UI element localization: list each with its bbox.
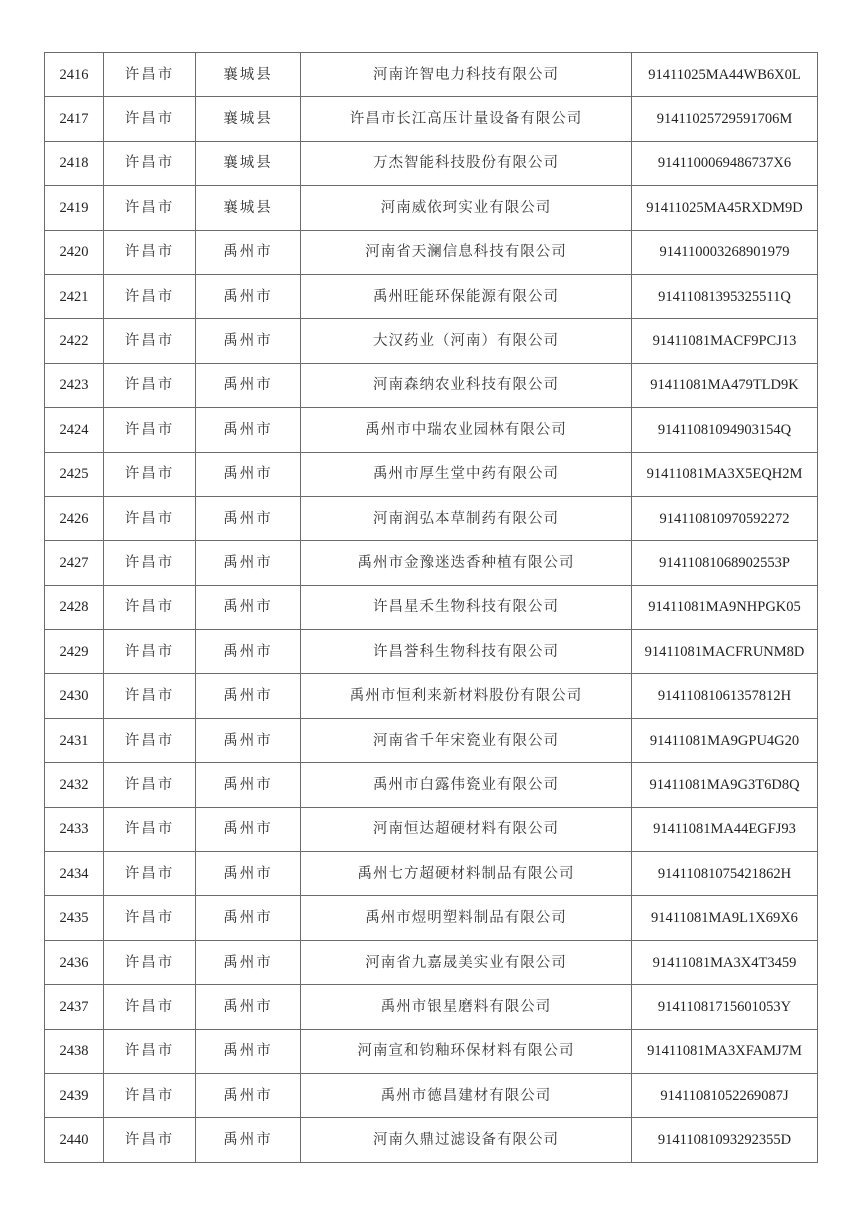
county-cell: 禹州市 — [196, 896, 301, 940]
city-cell: 许昌市 — [104, 852, 196, 896]
table-row — [45, 1118, 818, 1162]
company-name-cell: 大汉药业（河南）有限公司 — [301, 319, 632, 363]
credit-code-cell: 91411081MA9NHPGK05 — [632, 585, 818, 629]
city-cell: 许昌市 — [104, 940, 196, 984]
city-cell: 许昌市 — [104, 541, 196, 585]
table-row — [45, 141, 818, 185]
city-cell: 许昌市 — [104, 230, 196, 274]
row-number-cell: 2423 — [45, 363, 104, 407]
credit-code-cell: 91411081MA9G3T6D8Q — [632, 763, 818, 807]
city-cell: 许昌市 — [104, 452, 196, 496]
company-name-cell: 禹州市中瑞农业园林有限公司 — [301, 408, 632, 452]
county-cell: 禹州市 — [196, 630, 301, 674]
table-row — [45, 896, 818, 940]
city-cell: 许昌市 — [104, 274, 196, 318]
county-cell: 禹州市 — [196, 496, 301, 540]
table-row — [45, 1073, 818, 1117]
county-cell: 禹州市 — [196, 1118, 301, 1162]
row-number-cell: 2426 — [45, 496, 104, 540]
credit-code-cell: 91411081094903154Q — [632, 408, 818, 452]
city-cell: 许昌市 — [104, 363, 196, 407]
company-name-cell: 河南省天澜信息科技有限公司 — [301, 230, 632, 274]
county-cell: 禹州市 — [196, 585, 301, 629]
city-cell: 许昌市 — [104, 1029, 196, 1073]
county-cell: 禹州市 — [196, 807, 301, 851]
city-cell: 许昌市 — [104, 496, 196, 540]
county-cell: 禹州市 — [196, 408, 301, 452]
city-cell: 许昌市 — [104, 630, 196, 674]
row-number-cell: 2436 — [45, 940, 104, 984]
city-cell: 许昌市 — [104, 718, 196, 762]
table-row — [45, 940, 818, 984]
company-name-cell: 河南省千年宋瓷业有限公司 — [301, 718, 632, 762]
county-cell: 禹州市 — [196, 274, 301, 318]
table-row — [45, 230, 818, 274]
row-number-cell: 2432 — [45, 763, 104, 807]
row-number-cell: 2417 — [45, 97, 104, 141]
row-number-cell: 2425 — [45, 452, 104, 496]
county-cell: 襄城县 — [196, 186, 301, 230]
county-cell: 禹州市 — [196, 718, 301, 762]
credit-code-cell: 91411081075421862H — [632, 852, 818, 896]
credit-code-cell: 91411081MA3X4T3459 — [632, 940, 818, 984]
table-row — [45, 496, 818, 540]
company-name-cell: 禹州市煜明塑料制品有限公司 — [301, 896, 632, 940]
credit-code-cell: 91411081068902553P — [632, 541, 818, 585]
county-cell: 禹州市 — [196, 363, 301, 407]
credit-code-cell: 91411081061357812H — [632, 674, 818, 718]
row-number-cell: 2419 — [45, 186, 104, 230]
table-row — [45, 97, 818, 141]
enterprise-registry-table — [44, 52, 818, 1163]
credit-code-cell: 91411081MA3X5EQH2M — [632, 452, 818, 496]
company-name-cell: 禹州市金豫迷迭香种植有限公司 — [301, 541, 632, 585]
credit-code-cell: 91411081395325511Q — [632, 274, 818, 318]
company-name-cell: 禹州市银星磨料有限公司 — [301, 985, 632, 1029]
table-row — [45, 186, 818, 230]
credit-code-cell: 91411081093292355D — [632, 1118, 818, 1162]
county-cell: 禹州市 — [196, 763, 301, 807]
credit-code-cell: 914110810970592272 — [632, 496, 818, 540]
row-number-cell: 2433 — [45, 807, 104, 851]
company-name-cell: 禹州市白露伟瓷业有限公司 — [301, 763, 632, 807]
city-cell: 许昌市 — [104, 985, 196, 1029]
table-row — [45, 53, 818, 97]
county-cell: 禹州市 — [196, 541, 301, 585]
city-cell: 许昌市 — [104, 763, 196, 807]
city-cell: 许昌市 — [104, 807, 196, 851]
company-name-cell: 河南许智电力科技有限公司 — [301, 53, 632, 97]
table-row — [45, 452, 818, 496]
table-row — [45, 274, 818, 318]
row-number-cell: 2428 — [45, 585, 104, 629]
company-name-cell: 河南森纳农业科技有限公司 — [301, 363, 632, 407]
row-number-cell: 2416 — [45, 53, 104, 97]
city-cell: 许昌市 — [104, 674, 196, 718]
county-cell: 禹州市 — [196, 674, 301, 718]
credit-code-cell: 9141100069486737X6 — [632, 141, 818, 185]
table-row — [45, 807, 818, 851]
credit-code-cell: 91411081MA44EGFJ93 — [632, 807, 818, 851]
credit-code-cell: 91411081MA3XFAMJ7M — [632, 1029, 818, 1073]
credit-code-cell: 914110003268901979 — [632, 230, 818, 274]
table-row — [45, 674, 818, 718]
company-name-cell: 万杰智能科技股份有限公司 — [301, 141, 632, 185]
row-number-cell: 2422 — [45, 319, 104, 363]
company-name-cell: 许昌市长江高压计量设备有限公司 — [301, 97, 632, 141]
row-number-cell: 2431 — [45, 718, 104, 762]
table-row — [45, 363, 818, 407]
city-cell: 许昌市 — [104, 186, 196, 230]
city-cell: 许昌市 — [104, 408, 196, 452]
row-number-cell: 2418 — [45, 141, 104, 185]
row-number-cell: 2440 — [45, 1118, 104, 1162]
company-name-cell: 河南省九嘉晟美实业有限公司 — [301, 940, 632, 984]
table-row — [45, 763, 818, 807]
company-name-cell: 河南威依珂实业有限公司 — [301, 186, 632, 230]
city-cell: 许昌市 — [104, 1073, 196, 1117]
county-cell: 禹州市 — [196, 1029, 301, 1073]
table-row — [45, 408, 818, 452]
credit-code-cell: 91411081052269087J — [632, 1073, 818, 1117]
company-name-cell: 禹州旺能环保能源有限公司 — [301, 274, 632, 318]
county-cell: 禹州市 — [196, 319, 301, 363]
table-row — [45, 1029, 818, 1073]
credit-code-cell: 91411025729591706M — [632, 97, 818, 141]
company-name-cell: 许昌星禾生物科技有限公司 — [301, 585, 632, 629]
row-number-cell: 2424 — [45, 408, 104, 452]
company-name-cell: 河南恒达超硬材料有限公司 — [301, 807, 632, 851]
row-number-cell: 2427 — [45, 541, 104, 585]
company-name-cell: 禹州市厚生堂中药有限公司 — [301, 452, 632, 496]
county-cell: 襄城县 — [196, 97, 301, 141]
company-name-cell: 禹州市德昌建材有限公司 — [301, 1073, 632, 1117]
table-row — [45, 718, 818, 762]
city-cell: 许昌市 — [104, 319, 196, 363]
row-number-cell: 2439 — [45, 1073, 104, 1117]
table-row — [45, 541, 818, 585]
company-name-cell: 禹州市恒利来新材料股份有限公司 — [301, 674, 632, 718]
city-cell: 许昌市 — [104, 97, 196, 141]
credit-code-cell: 91411081MA479TLD9K — [632, 363, 818, 407]
table-row — [45, 585, 818, 629]
table-body — [45, 53, 818, 1163]
city-cell: 许昌市 — [104, 585, 196, 629]
credit-code-cell: 91411025MA45RXDM9D — [632, 186, 818, 230]
table-row — [45, 985, 818, 1029]
row-number-cell: 2438 — [45, 1029, 104, 1073]
row-number-cell: 2429 — [45, 630, 104, 674]
county-cell: 襄城县 — [196, 141, 301, 185]
company-name-cell: 河南久鼎过滤设备有限公司 — [301, 1118, 632, 1162]
county-cell: 禹州市 — [196, 940, 301, 984]
city-cell: 许昌市 — [104, 896, 196, 940]
credit-code-cell: 91411081715601053Y — [632, 985, 818, 1029]
company-name-cell: 许昌誉科生物科技有限公司 — [301, 630, 632, 674]
company-name-cell: 河南润弘本草制药有限公司 — [301, 496, 632, 540]
company-name-cell: 河南宣和钧釉环保材料有限公司 — [301, 1029, 632, 1073]
county-cell: 禹州市 — [196, 230, 301, 274]
county-cell: 禹州市 — [196, 852, 301, 896]
county-cell: 禹州市 — [196, 1073, 301, 1117]
row-number-cell: 2420 — [45, 230, 104, 274]
table-row — [45, 852, 818, 896]
table-row — [45, 319, 818, 363]
row-number-cell: 2437 — [45, 985, 104, 1029]
row-number-cell: 2435 — [45, 896, 104, 940]
credit-code-cell: 91411081MA9L1X69X6 — [632, 896, 818, 940]
city-cell: 许昌市 — [104, 53, 196, 97]
city-cell: 许昌市 — [104, 141, 196, 185]
row-number-cell: 2430 — [45, 674, 104, 718]
credit-code-cell: 91411081MACFRUNM8D — [632, 630, 818, 674]
credit-code-cell: 91411081MA9GPU4G20 — [632, 718, 818, 762]
county-cell: 襄城县 — [196, 53, 301, 97]
table-row — [45, 630, 818, 674]
credit-code-cell: 91411081MACF9PCJ13 — [632, 319, 818, 363]
credit-code-cell: 91411025MA44WB6X0L — [632, 53, 818, 97]
row-number-cell: 2434 — [45, 852, 104, 896]
county-cell: 禹州市 — [196, 452, 301, 496]
county-cell: 禹州市 — [196, 985, 301, 1029]
city-cell: 许昌市 — [104, 1118, 196, 1162]
company-name-cell: 禹州七方超硬材料制品有限公司 — [301, 852, 632, 896]
row-number-cell: 2421 — [45, 274, 104, 318]
